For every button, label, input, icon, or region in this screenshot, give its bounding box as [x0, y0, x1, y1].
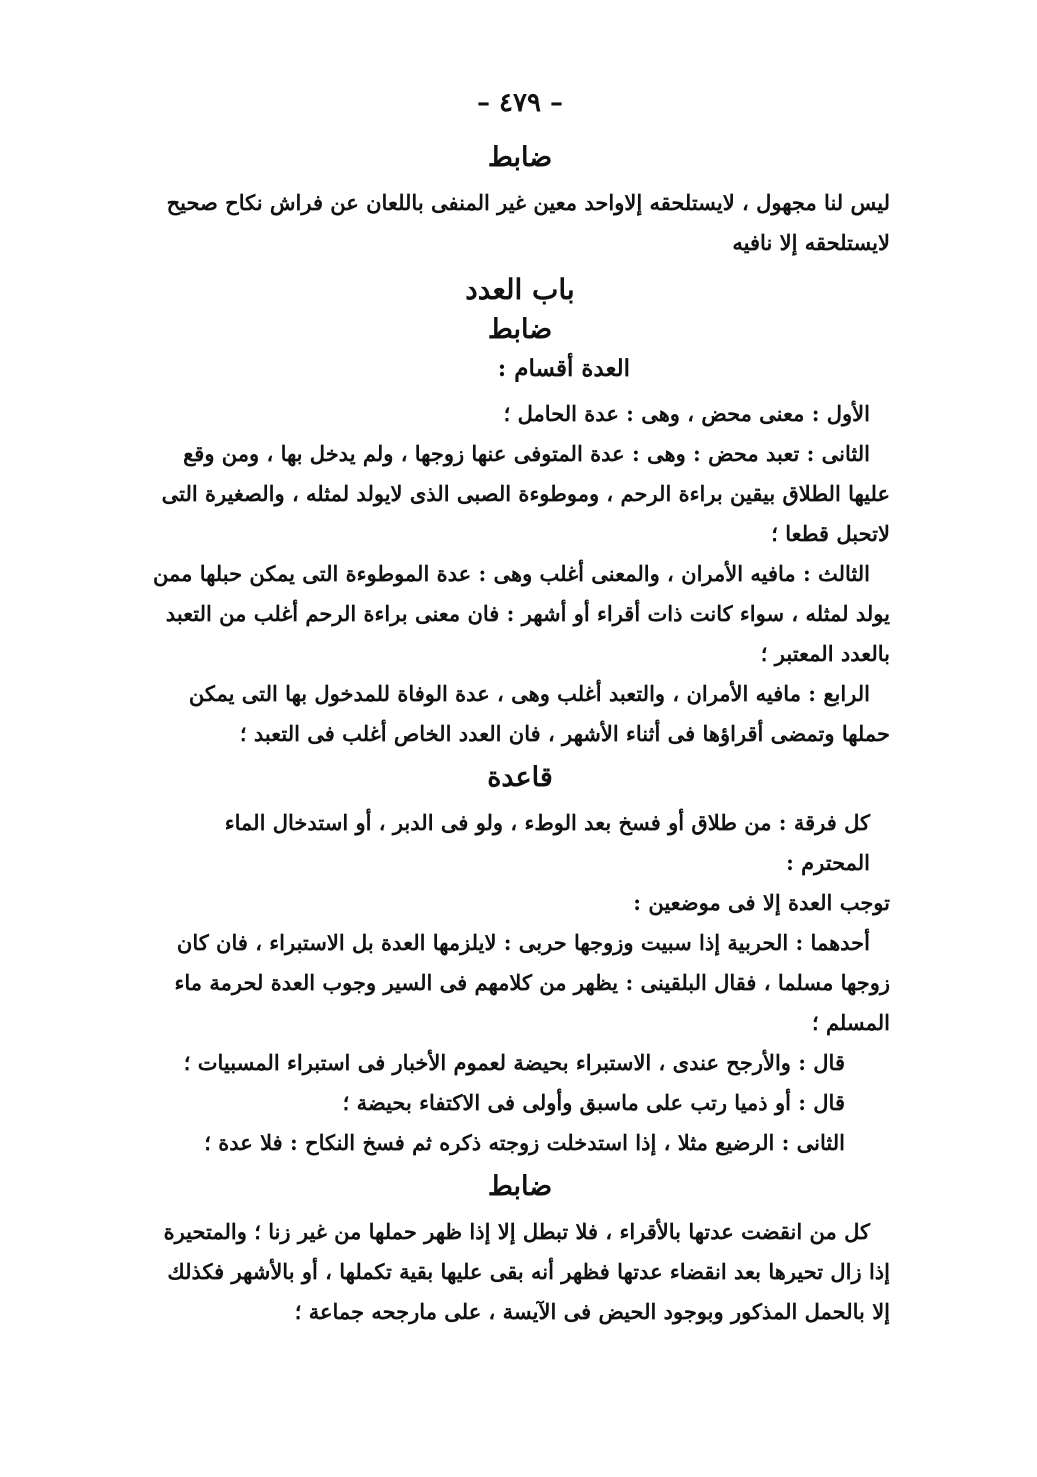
text-line: ليس لنا مجهول ، لايستلحقه إلاواحد معين غير المنفى باللعان عن فراش نكاح صحيح — [166, 190, 890, 215]
text-line: إذا زال تحيرها بعد انقضاء عدتها فظهر أنه بقى عليها بقية تكملها ، أو بالأشهر فكذلك — [167, 1259, 890, 1284]
text-line: يولد لمثله ، سواء كانت ذات أقراء أو أشهر : فان معنى براءة الرحم أغلب من التعبد — [165, 601, 890, 626]
text-line: الأول : معنى محض ، وهى : عدة الحامل ؛ — [503, 401, 870, 426]
text-line: توجب العدة إلا فى موضعين : — [633, 890, 890, 915]
text-line: زوجها مسلما ، فقال البلقينى : يظهر من كلامهم فى السير وجوب العدة لحرمة ماء المسلم ؛ — [174, 970, 890, 1035]
text-line: الرابع : مافيه الأمران ، والتعبد أغلب وهى ، عدة الوفاة للمدخول بها التى يمكن — [188, 681, 870, 706]
text-line: كل فرقة : من طلاق أو فسخ بعد الوطء ، ولو فى الدبر ، أو استدخال الماء المحترم : — [224, 810, 870, 875]
text-line: لايستلحقه إلا نافيه — [732, 230, 890, 255]
section-heading: قاعدة — [487, 762, 553, 793]
text-line: بالعدد المعتبر ؛ — [760, 641, 890, 666]
text-line: أحدهما : الحربية إذا سبيت وزوجها حربى : لايلزمها العدة بل الاستبراء ، فان كان — [176, 930, 870, 955]
page-number: – ٤٧٩ – — [476, 88, 564, 118]
section-subheading: العدة أقسام : — [497, 355, 630, 382]
text-line: إلا بالحمل المذكور وبوجود الحيض فى الآيسة ، على مارجحه جماعة ؛ — [294, 1299, 890, 1324]
text-line: قال : والأرجح عندى ، الاستبراء بحيضة لعموم الأخبار فى استبراء المسبيات ؛ — [183, 1050, 845, 1075]
text-line: الثانى : الرضيع مثلا ، إذا استدخلت زوجته ذكره ثم فسخ النكاح : فلا عدة ؛ — [204, 1130, 845, 1155]
text-line: كل من انقضت عدتها بالأقراء ، فلا تبطل إلا إذا ظهر حملها من غير زنا ؛ والمتحيرة — [163, 1219, 870, 1244]
document-page — [150, 88, 890, 1332]
text-line: حملها وتمضى أقراؤها فى أثناء الأشهر ، فان العدد الخاص أغلب فى التعبد ؛ — [239, 721, 890, 746]
text-line: الثالث : مافيه الأمران ، والمعنى أغلب وهى : عدة الموطوءة التى يمكن حبلها ممن — [153, 561, 870, 586]
section-heading: ضابط — [487, 1171, 553, 1202]
text-line: عليها الطلاق بيقين براءة الرحم ، وموطوءة الصبى الذى لايولد لمثله ، والصغيرة التى — [161, 481, 890, 506]
chapter-title: باب العدد — [465, 273, 575, 306]
section-heading: ضابط — [487, 142, 553, 173]
text-line: قال : أو ذميا رتب على ماسبق وأولى فى الاكتفاء بحيضة ؛ — [342, 1090, 845, 1115]
section-heading: ضابط — [487, 314, 553, 345]
text-line: الثانى : تعبد محض : وهى : عدة المتوفى عنها زوجها ، ولم يدخل بها ، ومن وقع — [183, 441, 870, 466]
text-line: لاتحبل قطعا ؛ — [771, 521, 890, 546]
